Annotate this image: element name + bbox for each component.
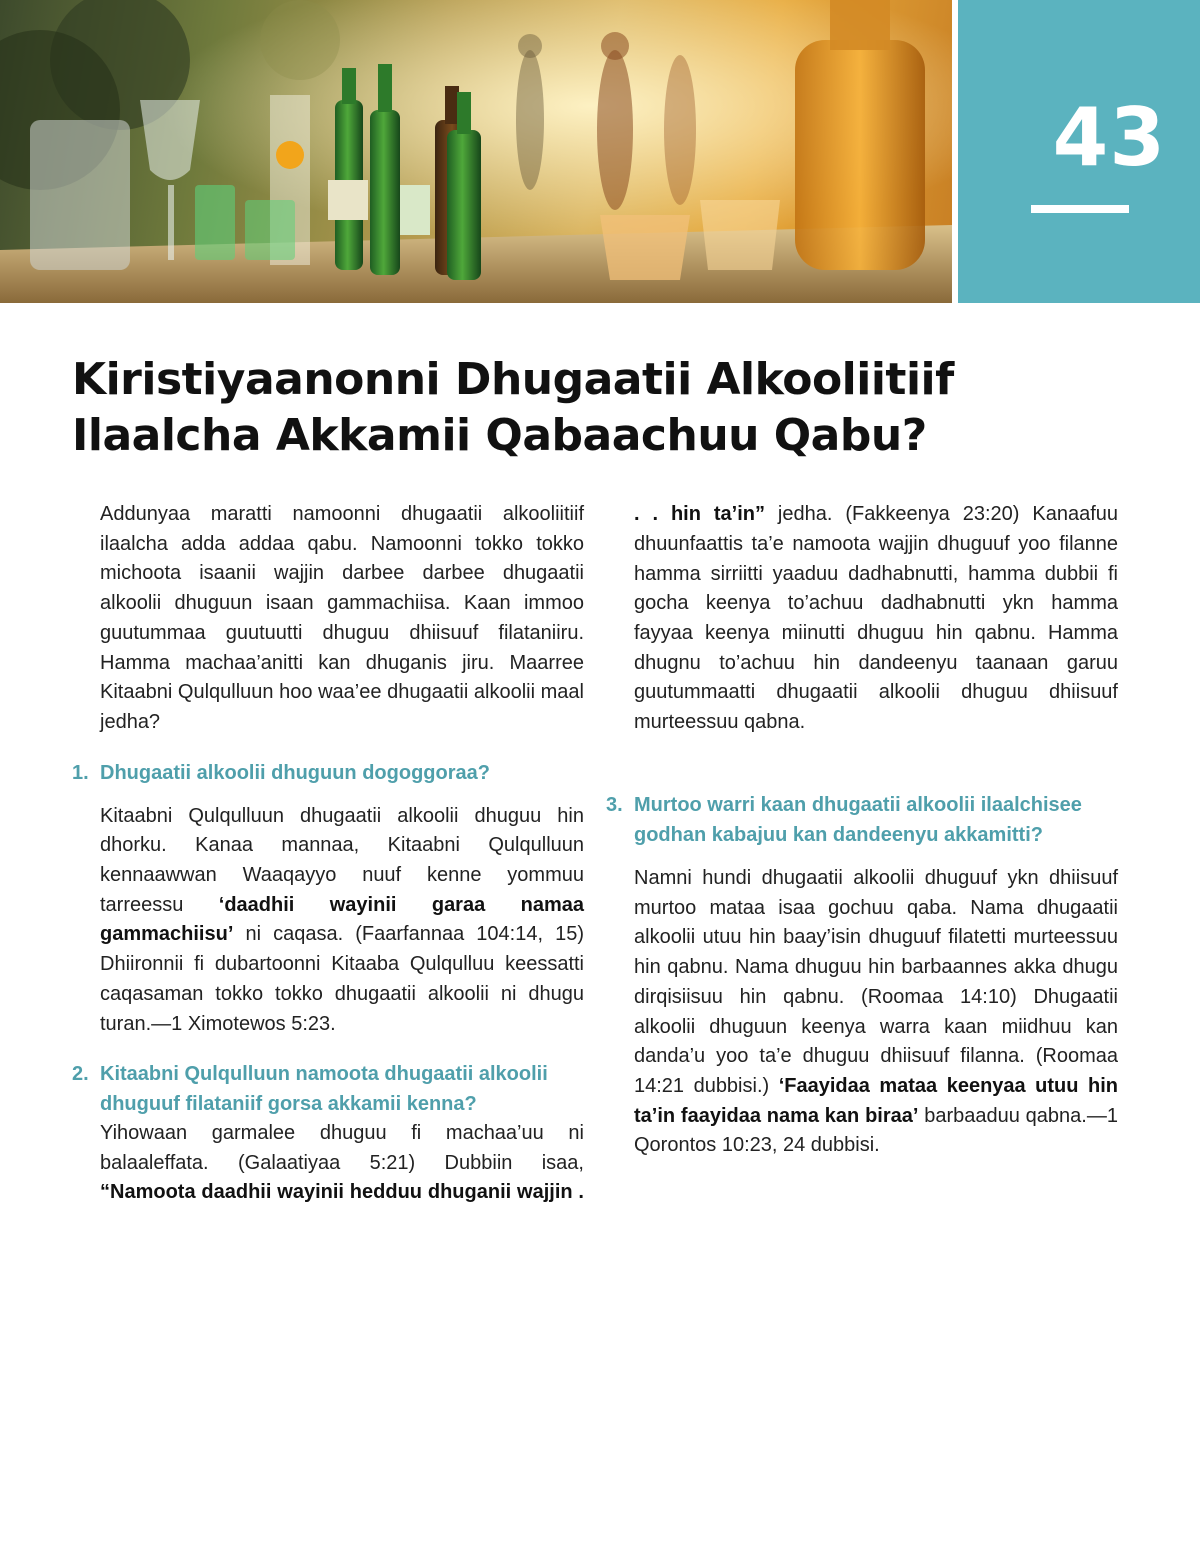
right-column	[606, 500, 1118, 1181]
question-number: 1.	[72, 761, 89, 784]
answer-text: barbaaduu qabna.—1 Qorontos 10:23, 24 dubbisi.	[634, 1104, 1118, 1157]
lesson-number-badge	[958, 0, 1200, 303]
answer-text: Kitaabni Qulqulluun dhugaatii alkoolii dhuguu hin dhorku. Kanaa mannaa, Kitaabni Qulqulluun kennaawwan Waaqayyo nuuf kenne yommuu tarreessu	[100, 804, 584, 916]
answer-paragraph-2	[86, 1119, 584, 1207]
answer-text: Namni hundi dhugaatii alkoolii dhuguuf ykn dhiisuuf murtoo mataa isaa gochuu qaba. Nama dhugaatii alkoolii utuu hin baay’isin dhuguuf filatetti murteessuu hin qabnu. Nama dhuguu hin barbaannes akka dhugu dirqisiisuu hin qabnu. (Roomaa 14:10) Dhugaatii alkoolii dhuguun keenya warra kaan miidhuu kan danda’u yoo ta’e dhuguu dhiisuuf filanna. (Roomaa 14:21 dubbisi.)	[634, 867, 1118, 1097]
answer-text: ni caqasa. (Faarfannaa 104:14, 15) Dhiironnii fi dubartoonni Kitaaba Qulqulluu keessatti caqasaman tokko tokko dhugaatii alkoolii ni dhugu turan.—1 Ximotewos 5:23.	[100, 923, 584, 1035]
question-heading-2	[72, 1059, 584, 1119]
scripture-quote: “Namoota daadhii wayinii hedduu dhuganii wajjin .	[100, 1181, 584, 1204]
question-text: Kitaabni Qulqulluun namoota dhugaatii alkoolii dhuguuf filataniif gorsa akkamii kenna?	[100, 1063, 548, 1116]
question-heading-1	[72, 758, 584, 788]
left-column	[72, 500, 584, 1133]
answer-text: Yihowaan garmalee dhuguu fi machaa’uu ni balaaleffata. (Galaatiyaa 5:21) Dubbiin isaa,	[100, 1122, 584, 1174]
question-number: 2.	[72, 1063, 89, 1086]
lesson-number: 43	[1052, 91, 1166, 184]
scripture-quote: ‘daadhii wayinii garaa namaa gammachiisu’	[100, 893, 584, 946]
answer-text: jedha. (Fakkeenya 23:20) Kanaafuu dhuunfaattis ta’e namoota wajjin dhuguuf yoo filanne hamma sirriitti yaaduu dadhabnutti, hamma dubbii fi gocha keenya to’achuu dadhabnutti ykn hamma fayyaa keenya miinutti dhuguu hin qabnu. Hamma dhugnu to’achuu hin dandeenyu taanaan garuu guutummaatti dhugaatii alkoolii dhuguu dhiisuuf murteessuu qabna.	[634, 503, 1118, 734]
question-number: 3.	[606, 794, 623, 816]
scripture-quote: ‘Faayidaa mataa keenyaa utuu hin ta’in faayidaa nama kan biraa’	[634, 1074, 1118, 1127]
badge-underline	[1031, 205, 1129, 213]
answer-2-continued	[620, 500, 1118, 770]
answer-paragraph-1	[86, 802, 584, 1040]
answer-paragraph-3	[620, 864, 1118, 1161]
answer-paragraph-2-continued	[620, 500, 1118, 738]
intro-paragraph: Addunyaa maratti namoonni dhugaatii alkooliitiif ilaalcha adda addaa qabu. Namoonni tokko tokko michoota isaanii wajjin darbee darbee dhugaatii alkoolii dhuguun isaan gammachiisa. Kaan immoo guutummaa guutuutti dhuguu dhiisuuf filataniiru. Hamma machaa’anitti kan dhuganis jiru. Maarree Kitaabni Qulqulluun hoo waa’ee dhugaatii alkoolii maal jedha?	[100, 503, 584, 733]
hero-photo	[0, 0, 952, 303]
answer-2-flow	[86, 1119, 584, 1207]
question-text: Murtoo warri kaan dhugaatii alkoolii ilaalchisee godhan kabajuu kan dandeenyu akkamitti?	[634, 794, 1082, 846]
party-drinks-illustration	[0, 0, 952, 303]
question-heading-3	[606, 790, 1118, 850]
question-text: Dhugaatii alkoolii dhuguun dogoggoraa?	[100, 761, 490, 784]
page-title: Kiristiyaanonni Dhugaatii Alkooliitiif Ilaalcha Akkamii Qabaachuu Qabu?	[72, 354, 954, 461]
scripture-quote: . . hin ta’in”	[634, 503, 765, 526]
